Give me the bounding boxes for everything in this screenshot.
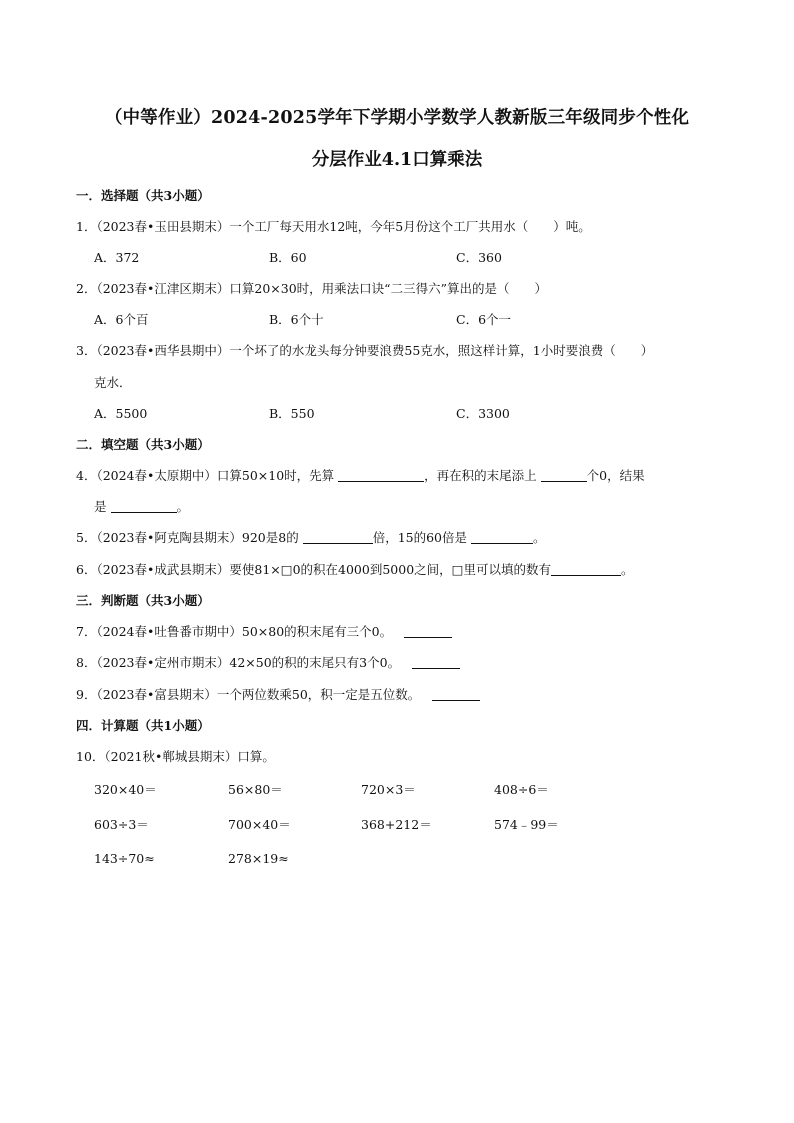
- question-4-part1: 4．（2024春•太原期中）口算50×10时，先算: [76, 468, 335, 483]
- question-3-option-b: B．550: [269, 406, 315, 421]
- answer-blank[interactable]: [412, 655, 460, 669]
- question-5-part1: 5．（2023春•阿克陶县期末）920是8的: [76, 530, 299, 545]
- question-4-line2: [94, 497, 189, 515]
- question-7-line: [76, 622, 452, 640]
- question-9-line: [76, 685, 480, 703]
- answer-blank[interactable]: [404, 624, 452, 638]
- question-4-part3: 个0，结果: [586, 468, 645, 483]
- calc-item: 408÷6＝: [494, 782, 549, 797]
- answer-blank[interactable]: [551, 562, 621, 576]
- answer-blank[interactable]: [471, 530, 533, 544]
- question-3-option-a: A．5500: [94, 406, 148, 421]
- question-1-option-a: A．372: [94, 250, 140, 265]
- calc-item: 278×19≈: [228, 851, 289, 866]
- question-2-option-a: A．6个百: [94, 312, 149, 327]
- question-2-text: 2．（2023春•江津区期末）口算20×30时，用乘法口诀“二三得六”算出的是（ ）: [76, 281, 547, 296]
- question-1-option-c: C．360: [456, 250, 502, 265]
- question-4-part4: 是: [94, 499, 107, 514]
- question-2-option-c: C．6个一: [456, 312, 512, 327]
- calc-item: 603÷3＝: [94, 817, 149, 832]
- calc-item: 320×40＝: [94, 782, 157, 797]
- calc-item: 720×3＝: [361, 782, 416, 797]
- question-5-part2: 倍，15的60倍是: [372, 530, 467, 545]
- question-10-text: 10．（2021秋•郸城县期末）口算。: [76, 749, 275, 764]
- calc-item: 143÷70≈: [94, 851, 155, 866]
- question-6-part2: 。: [620, 562, 634, 577]
- question-4-part2: ，再在积的末尾添上: [424, 468, 537, 483]
- calc-item: 700×40＝: [228, 817, 291, 832]
- question-6-line: [76, 560, 633, 578]
- document-title-line2: 分层作业4.1口算乘法: [311, 150, 483, 170]
- calc-item: 368+212＝: [361, 817, 432, 832]
- section-heading-calculation: 四．计算题（共1小题）: [76, 718, 210, 733]
- question-9-text: 9．（2023春•富县期末）一个两位数乘50，积一定是五位数。: [76, 687, 421, 702]
- question-7-text: 7．（2024春•吐鲁番市期中）50×80的积末尾有三个0。: [76, 624, 393, 639]
- calc-item: 56×80＝: [228, 782, 283, 797]
- answer-blank[interactable]: [303, 530, 373, 544]
- question-1-text: 1．（2023春•玉田县期末）一个工厂每天用水12吨，今年5月份这个工厂共用水（ ）吨。: [76, 219, 591, 234]
- question-8-line: [76, 653, 460, 671]
- question-2-option-b: B．6个十: [269, 312, 324, 327]
- question-4-line1: [76, 466, 645, 484]
- question-3-text: 3．（2023春•西华县期中）一个坏了的水龙头每分钟要浪费55克水，照这样计算，1小时要浪费（ ）: [76, 343, 654, 358]
- document-title-line1: （中等作业）2024-2025学年下学期小学数学人教新版三年级同步个性化: [104, 108, 690, 128]
- section-heading-true-false: 三．判断题（共3小题）: [76, 593, 210, 608]
- answer-blank[interactable]: [541, 468, 587, 482]
- answer-blank[interactable]: [432, 687, 480, 701]
- question-4-part5: 。: [176, 499, 190, 514]
- question-8-text: 8．（2023春•定州市期末）42×50的积的末尾只有3个0。: [76, 655, 401, 670]
- calc-item: 574﹣99＝: [494, 817, 559, 832]
- section-heading-fill-blank: 二．填空题（共3小题）: [76, 437, 210, 452]
- question-3-text-continued: 克水．: [94, 375, 132, 390]
- question-1-option-b: B．60: [269, 250, 307, 265]
- answer-blank[interactable]: [111, 499, 177, 513]
- question-5-part3: 。: [532, 530, 546, 545]
- question-3-option-c: C．3300: [456, 406, 510, 421]
- question-5-line: [76, 528, 546, 546]
- question-6-part1: 6．（2023春•成武县期末）要使81×□0的积在4000到5000之间，□里可以填的数有: [76, 562, 551, 577]
- answer-blank[interactable]: [338, 468, 424, 482]
- section-heading-choice: 一．选择题（共3小题）: [76, 188, 210, 203]
